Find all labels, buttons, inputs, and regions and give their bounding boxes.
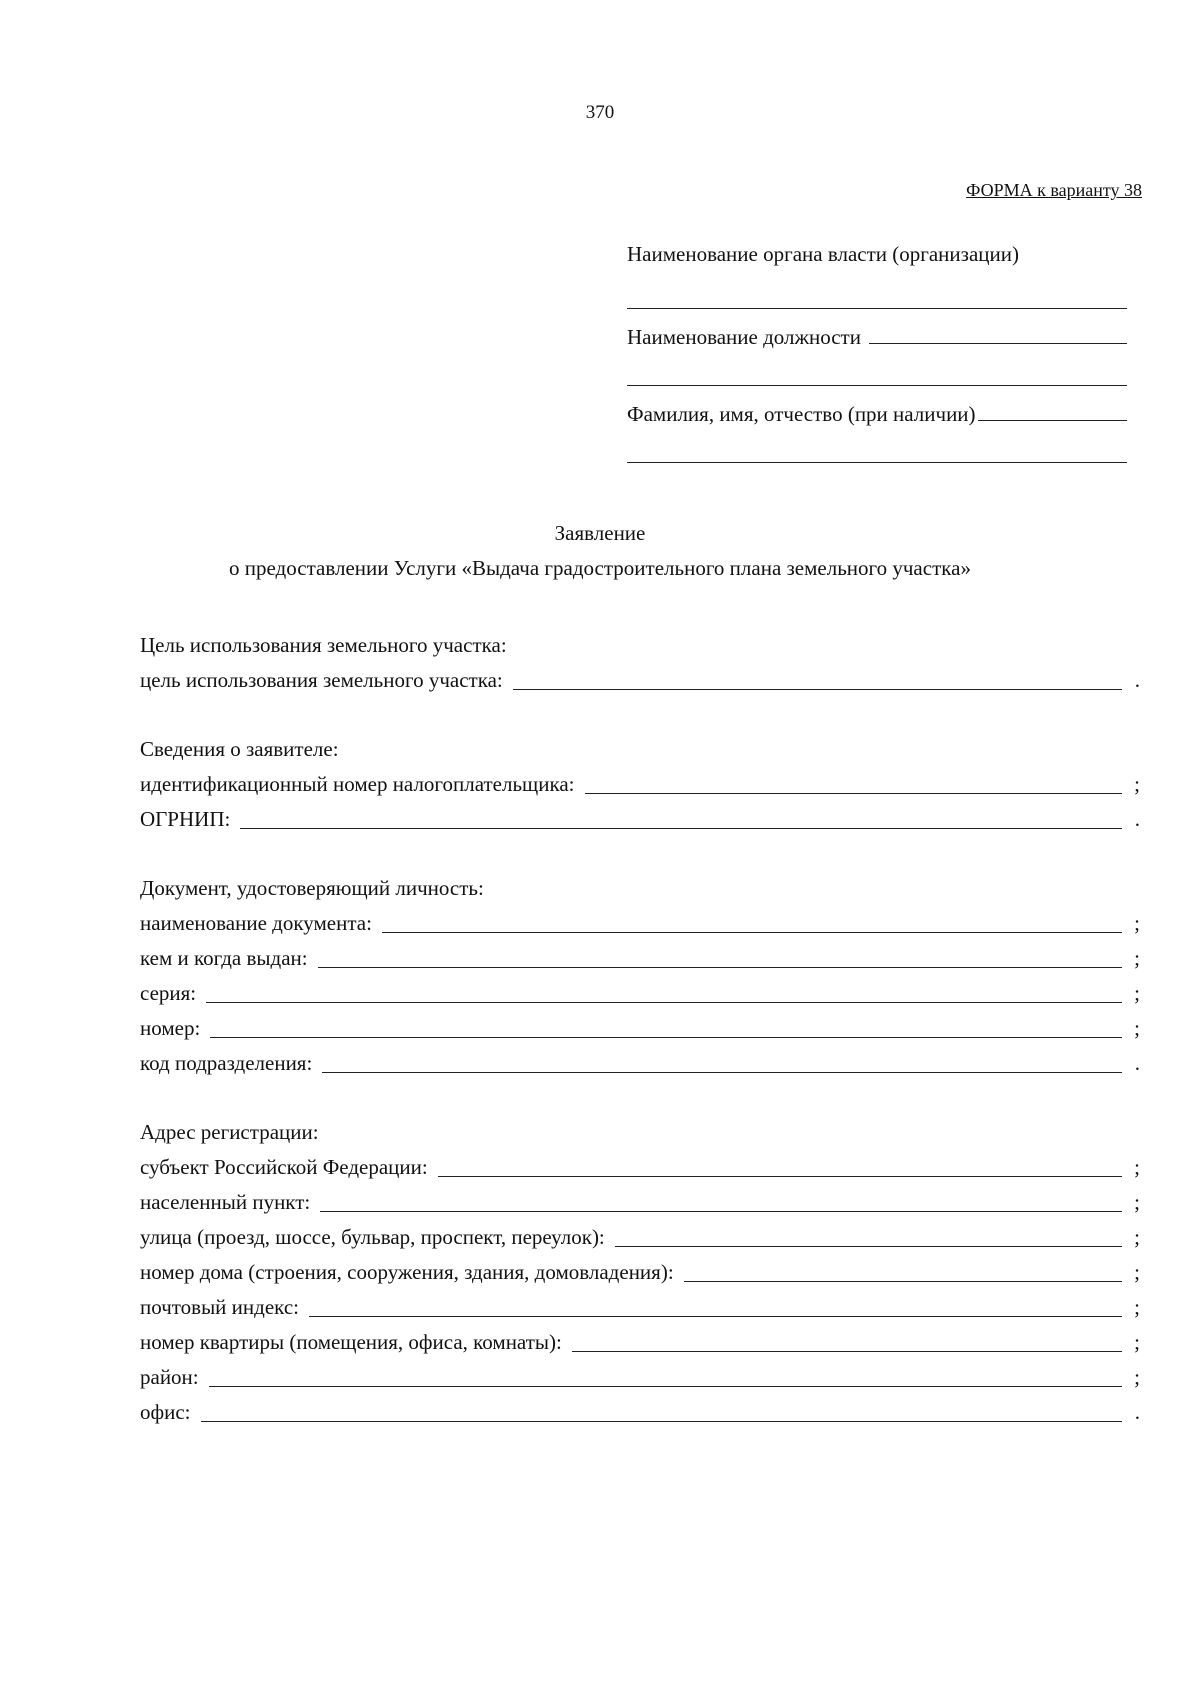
- field-label: населенный пункт:: [140, 1190, 311, 1214]
- field-label: субъект Российской Федерации:: [140, 1155, 428, 1179]
- form-row: [140, 1046, 1140, 1081]
- form-row: [140, 1220, 1140, 1255]
- purpose-input[interactable]: [513, 669, 1122, 690]
- apartment-input[interactable]: [572, 1331, 1122, 1352]
- form-row: [140, 941, 1140, 976]
- spacer: [140, 837, 1140, 871]
- field-label: серия:: [140, 981, 197, 1005]
- section-heading-registration-address: Адрес регистрации:: [140, 1120, 319, 1144]
- field-punctuation: ;: [1134, 946, 1140, 970]
- field-punctuation: ;: [1134, 772, 1140, 796]
- field-punctuation: .: [1134, 1051, 1140, 1075]
- field-punctuation: ;: [1134, 911, 1140, 935]
- field-label: ОГРНИП:: [140, 807, 231, 831]
- recipient-block: [627, 236, 1127, 465]
- form-row: [140, 1395, 1140, 1430]
- office-input[interactable]: [201, 1401, 1122, 1422]
- fullname-field-continued[interactable]: [627, 432, 1127, 463]
- field-punctuation: ;: [1134, 981, 1140, 1005]
- field-label: наименование документа:: [140, 911, 372, 935]
- fullname-label: Фамилия, имя, отчество (при наличии): [627, 402, 976, 426]
- field-label: номер квартиры (помещения, офиса, комнаты):: [140, 1330, 562, 1354]
- locality-input[interactable]: [320, 1191, 1122, 1212]
- field-punctuation: .: [1134, 1400, 1140, 1424]
- form-row: [140, 906, 1140, 941]
- field-label: почтовый индекс:: [140, 1295, 299, 1319]
- section-heading-identity-document: Документ, удостоверяющий личность:: [140, 876, 484, 900]
- form-row: [140, 1290, 1140, 1325]
- document-title: Заявление: [554, 521, 646, 545]
- district-input[interactable]: [209, 1366, 1122, 1387]
- field-label: цель использования земельного участка:: [140, 668, 503, 692]
- authority-field[interactable]: [627, 272, 1127, 309]
- document-subtitle: о предоставлении Услуги «Выдача градостроительного плана земельного участка»: [229, 556, 971, 580]
- form-reference: ФОРМА к варианту 38: [966, 180, 1142, 200]
- authority-label-line: [627, 236, 1127, 272]
- field-punctuation: .: [1134, 668, 1140, 692]
- ogrnip-input[interactable]: [240, 808, 1122, 829]
- field-label: номер дома (строения, сооружения, здания, домовладения):: [140, 1260, 674, 1284]
- page-number: 370: [585, 102, 615, 123]
- position-label: Наименование должности: [627, 325, 861, 349]
- form-row: [140, 1011, 1140, 1046]
- field-punctuation: ;: [1134, 1155, 1140, 1179]
- field-punctuation: .: [1134, 807, 1140, 831]
- series-input[interactable]: [206, 982, 1122, 1003]
- field-label: код подразделения:: [140, 1051, 313, 1075]
- section-heading-applicant: Сведения о заявителе:: [140, 737, 339, 761]
- form-row: [140, 1325, 1140, 1360]
- street-input[interactable]: [615, 1226, 1122, 1247]
- field-punctuation: ;: [1134, 1190, 1140, 1214]
- field-label: офис:: [140, 1400, 191, 1424]
- field-punctuation: ;: [1134, 1295, 1140, 1319]
- issued-by-input[interactable]: [318, 947, 1122, 968]
- form-row: [140, 1150, 1140, 1185]
- position-label-line: [627, 319, 1127, 355]
- fullname-field[interactable]: [978, 398, 1127, 421]
- inn-input[interactable]: [585, 773, 1122, 794]
- spacer: [140, 1081, 1140, 1115]
- form-row: [140, 976, 1140, 1011]
- form-row: [140, 767, 1140, 802]
- position-field[interactable]: [869, 321, 1127, 344]
- form-row: [140, 1360, 1140, 1395]
- form-row: [140, 1255, 1140, 1290]
- division-code-input[interactable]: [322, 1052, 1122, 1073]
- field-punctuation: ;: [1134, 1330, 1140, 1354]
- postal-code-input[interactable]: [309, 1296, 1122, 1317]
- field-label: идентификационный номер налогоплательщика:: [140, 772, 575, 796]
- field-punctuation: ;: [1134, 1016, 1140, 1040]
- field-label: район:: [140, 1365, 199, 1389]
- number-input[interactable]: [210, 1017, 1122, 1038]
- field-label: кем и когда выдан:: [140, 946, 308, 970]
- authority-label: Наименование органа власти (организации): [627, 242, 1019, 266]
- form-row: [140, 1185, 1140, 1220]
- form-body: [140, 628, 1140, 1430]
- field-label: улица (проезд, шоссе, бульвар, проспект, переулок):: [140, 1225, 605, 1249]
- federal-subject-input[interactable]: [438, 1156, 1122, 1177]
- spacer: [140, 698, 1140, 732]
- form-row: [140, 802, 1140, 837]
- fullname-label-line: [627, 396, 1127, 432]
- field-punctuation: ;: [1134, 1225, 1140, 1249]
- position-field-continued[interactable]: [627, 355, 1127, 386]
- section-heading-purpose: Цель использования земельного участка:: [140, 633, 507, 657]
- house-number-input[interactable]: [684, 1261, 1122, 1282]
- field-label: номер:: [140, 1016, 201, 1040]
- field-punctuation: ;: [1134, 1365, 1140, 1389]
- form-row: [140, 663, 1140, 698]
- document-name-input[interactable]: [382, 912, 1122, 933]
- field-punctuation: ;: [1134, 1260, 1140, 1284]
